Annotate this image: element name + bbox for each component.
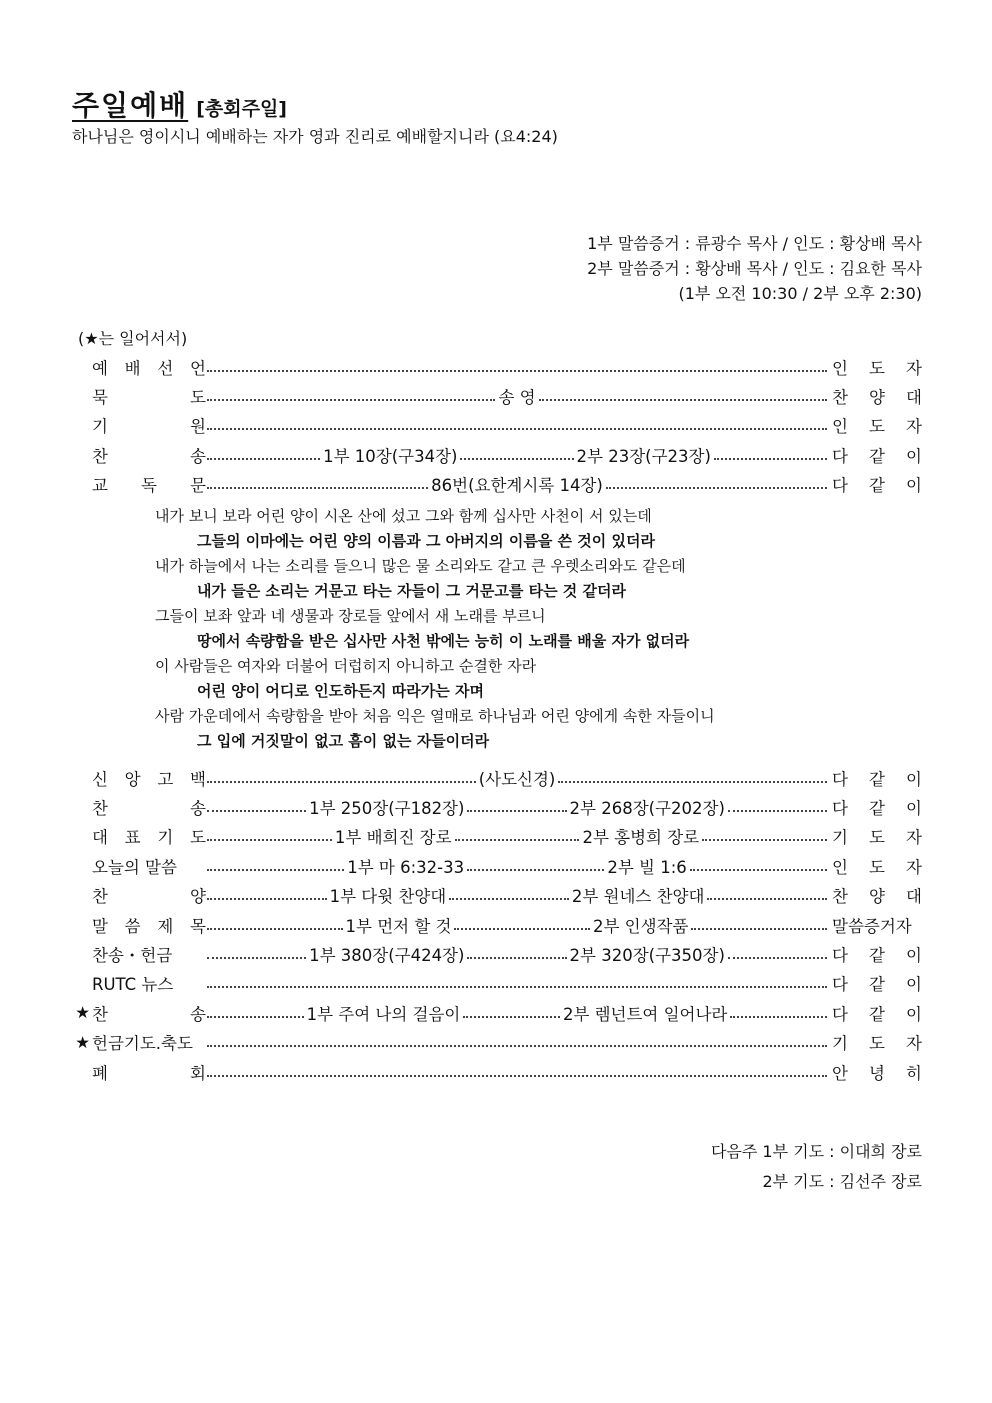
leader-char: 자: [906, 1034, 922, 1054]
order-item-content: [206, 824, 828, 848]
service-times: (1부 오전 10:30 / 2부 오후 2:30): [678, 284, 922, 303]
leader-char: 녕: [869, 1063, 885, 1083]
order-item: [72, 381, 922, 410]
dot-leader: [691, 928, 827, 930]
leader-char: 같: [869, 1004, 885, 1024]
leader-char: 자: [906, 828, 922, 848]
order-item-detail: 1부 10장(구34장): [323, 446, 458, 466]
responsive-reading: [155, 504, 875, 754]
order-item-detail: 송 영: [498, 388, 536, 408]
order-item-detail: 86번(요한계시록 14장): [431, 476, 603, 496]
label-char: 독: [141, 476, 157, 496]
order-item-detail: 1부 주여 나의 걸음이: [306, 1004, 461, 1024]
label-char: 헌금기도.축도: [92, 1034, 193, 1054]
dot-leader: [207, 928, 343, 930]
leader-char: 이: [906, 946, 922, 966]
dot-leader: [207, 1016, 304, 1018]
label-char: 선: [157, 358, 174, 378]
order-item-content: [206, 384, 828, 408]
order-item-leader: [828, 854, 922, 878]
order-item-leader: [828, 355, 922, 379]
order-item-content: [206, 795, 828, 819]
order-item-leader: [828, 971, 922, 995]
reading-leader-line: 내가 보니 보라 어린 양이 시온 산에 섰고 그와 함께 십사만 사천이 서 있는데: [155, 507, 652, 525]
order-item: [72, 910, 922, 939]
order-item-label: [90, 472, 206, 496]
dot-leader: [539, 399, 827, 401]
leader-char: 이: [906, 799, 922, 819]
dot-leader: [690, 869, 827, 871]
label-char: 오늘의 말씀: [92, 857, 177, 877]
dot-leader: [714, 458, 827, 460]
dot-leader: [606, 487, 827, 489]
order-item-detail: 2부 원네스 찬양대: [571, 887, 705, 907]
label-char: 백: [190, 769, 206, 789]
dot-leader: [207, 986, 827, 988]
order-item-content: [206, 1001, 828, 1025]
label-char: 송: [190, 1004, 206, 1024]
dot-leader: [207, 781, 476, 783]
order-item-content: [206, 913, 828, 937]
dot-leader: [460, 458, 573, 460]
standing-star: ★: [75, 1032, 90, 1052]
label-char: 목: [190, 916, 206, 936]
order-item-label: [90, 913, 206, 937]
dot-leader: [207, 487, 428, 489]
preacher-line-1: 1부 말씀증거 : 류광수 목사 / 인도 : 황상배 목사: [587, 234, 922, 253]
dot-leader: [207, 1075, 827, 1077]
dot-leader: [728, 810, 827, 812]
order-item-label: [90, 355, 206, 379]
label-char: 예: [92, 358, 108, 378]
leader-char: 양: [869, 388, 885, 408]
label-char: 양: [190, 887, 206, 907]
next-week-prayer: [711, 1137, 922, 1197]
order-item: [72, 763, 922, 792]
order-item-content: [206, 472, 828, 496]
order-item-leader: [828, 913, 922, 937]
order-item-label: [90, 795, 206, 819]
leader-char: 인: [832, 857, 848, 877]
order-item-content: [206, 854, 828, 878]
order-of-service-bottom: [72, 763, 922, 1086]
reading-response-line: 내가 들은 소리는 거문고 타는 자들이 그 거문고를 타는 것 같더라: [197, 582, 626, 600]
order-item-content: [206, 942, 828, 966]
order-item: [72, 411, 922, 440]
next-week-line-2: 2부 기도 : 김선주 장로: [762, 1172, 922, 1191]
label-char: 제: [157, 916, 174, 936]
leader-char: 다: [832, 799, 848, 819]
leader-char: 다: [832, 946, 848, 966]
dot-leader: [455, 839, 580, 841]
leader-char: 찬: [832, 388, 848, 408]
leader-char: 히: [906, 1063, 922, 1083]
order-item: [72, 881, 922, 910]
reading-response-line: 그 입에 거짓말이 없고 흠이 없는 자들이더라: [197, 732, 490, 750]
leader-char: 기: [832, 828, 848, 848]
order-item-content: [206, 1037, 828, 1047]
order-item-leader: [828, 795, 922, 819]
label-char: 기: [92, 417, 108, 437]
order-item-detail: 1부 먼저 할 것: [345, 916, 452, 936]
order-item: [72, 939, 922, 968]
leader-char: 인: [832, 417, 848, 437]
leader-char: 같: [869, 476, 885, 496]
label-char: 신: [92, 769, 108, 789]
order-item-leader: [828, 413, 922, 437]
scripture-verse: 하나님은 영이시니 예배하는 자가 영과 진리로 예배할지니라 (요4:24): [72, 127, 558, 146]
label-char: 송: [190, 799, 206, 819]
dot-leader: [728, 957, 827, 959]
label-char: 고: [157, 769, 174, 789]
leader-char: 같: [869, 446, 885, 466]
label-char: 교: [92, 476, 108, 496]
order-item-detail: 1부 마 6:32-33: [347, 857, 465, 877]
leader-char: 양: [869, 887, 885, 907]
order-item-leader: [828, 443, 922, 467]
order-item-detail: 1부 배희진 장로: [334, 828, 452, 848]
order-item-leader: [828, 883, 922, 907]
title-block: [72, 84, 287, 124]
leader-char: 인: [832, 358, 848, 378]
order-item-leader: [828, 472, 922, 496]
order-item-content: [206, 1067, 828, 1077]
standing-star: ★: [75, 1003, 90, 1023]
order-item: [72, 440, 922, 469]
order-item-label: [90, 443, 206, 467]
page-title: 주일예배: [72, 89, 189, 122]
order-item-content: [206, 978, 828, 988]
order-item-detail: 1부 380장(구424장): [309, 946, 465, 966]
dot-leader: [207, 1045, 827, 1047]
label-char: 언: [190, 358, 206, 378]
label-char: RUTC 뉴스: [92, 975, 174, 995]
leader-char: 이: [906, 446, 922, 466]
leader-char: 대: [906, 388, 922, 408]
leader-char: 같: [869, 975, 885, 995]
order-item-leader: [828, 1001, 922, 1025]
reading-leader-line: 이 사람들은 여자와 더불어 더럽히지 아니하고 순결한 자라: [155, 657, 537, 675]
leader-char: 같: [869, 946, 885, 966]
label-char: 문: [190, 476, 206, 496]
order-item-content: [206, 443, 828, 467]
dot-leader: [730, 1016, 827, 1018]
order-item-leader: [828, 1060, 922, 1084]
dot-leader: [702, 839, 827, 841]
label-char: 말: [92, 916, 108, 936]
order-item-content: [206, 420, 828, 430]
leader-char: 대: [906, 887, 922, 907]
order-item-detail: 2부 인생작품: [593, 916, 689, 936]
order-item-detail: 2부 빌 1:6: [607, 857, 687, 877]
order-item-detail: 2부 268장(구202장): [569, 799, 725, 819]
order-item-detail: 2부 홍병희 장로: [582, 828, 700, 848]
dot-leader: [467, 869, 604, 871]
dot-leader: [207, 428, 827, 430]
order-item-detail: (사도신경): [478, 769, 556, 789]
standing-note: (★는 일어서서): [78, 329, 188, 348]
order-item: [72, 998, 922, 1027]
dot-leader: [207, 370, 827, 372]
leader-char: 찬: [832, 887, 848, 907]
reading-response-line: 땅에서 속량함을 받은 십사만 사천 밖에는 능히 이 노래를 배울 자가 없더라: [197, 632, 690, 650]
order-item-label: [90, 1001, 206, 1025]
reading-leader-line: 그들이 보좌 앞과 네 생물과 장로들 앞에서 새 노래를 부르니: [155, 607, 546, 625]
leader-char: 자: [906, 358, 922, 378]
leader-char: 도: [869, 857, 885, 877]
order-item-detail: 2부 23장(구23장): [576, 446, 711, 466]
leader-char: 이: [906, 769, 922, 789]
order-of-service-top: [72, 352, 922, 499]
leader-char: 다: [832, 1004, 848, 1024]
label-char: 도: [190, 388, 206, 408]
order-item: [72, 851, 922, 880]
order-item-label: [90, 384, 206, 408]
dot-leader: [207, 839, 332, 841]
dot-leader: [463, 1016, 560, 1018]
order-item-label: [90, 883, 206, 907]
dot-leader: [467, 957, 566, 959]
label-char: 찬: [92, 799, 108, 819]
order-item: [72, 352, 922, 381]
dot-leader: [207, 458, 320, 460]
order-item-label: [90, 971, 206, 995]
order-item-label: [90, 766, 206, 790]
order-item-label: [90, 854, 206, 878]
order-item-content: [206, 362, 828, 372]
dot-leader: [449, 898, 569, 900]
preacher-line-2: 2부 말씀증거 : 황상배 목사 / 인도 : 김요한 목사: [587, 259, 922, 278]
dot-leader: [207, 957, 306, 959]
label-char: 회: [190, 1063, 206, 1083]
dot-leader: [207, 810, 306, 812]
leader-char: 이: [906, 476, 922, 496]
order-item-content: [206, 883, 828, 907]
leader-char: 자: [906, 857, 922, 877]
order-item-leader: [828, 1030, 922, 1054]
order-item-leader: [828, 942, 922, 966]
reading-leader-line: 사람 가운데에서 속량함을 받아 처음 익은 열매로 하나님과 어린 양에게 속한 자들이니: [155, 707, 715, 725]
order-item-detail: 1부 다윗 찬양대: [329, 887, 447, 907]
reading-response-line: 그들의 이마에는 어린 양의 이름과 그 아버지의 이름을 쓴 것이 있더라: [197, 532, 655, 550]
order-item: [72, 1057, 922, 1086]
label-char: 찬송・헌금: [92, 946, 173, 966]
dot-leader: [558, 781, 827, 783]
order-item-detail: 2부 렘넌트여 일어나라: [562, 1004, 728, 1024]
title-tag: [총회주일]: [196, 98, 287, 120]
label-char: 대: [92, 828, 108, 848]
label-char: 씀: [124, 916, 141, 936]
reading-response-line: 어린 양이 어디로 인도하든지 따라가는 자며: [197, 682, 484, 700]
leader-char: 기: [832, 1034, 848, 1054]
order-item-label: [90, 942, 206, 966]
dot-leader: [454, 928, 590, 930]
leader-char: 도: [869, 417, 885, 437]
leader-char: 다: [832, 476, 848, 496]
label-char: 송: [190, 446, 206, 466]
order-item: [72, 822, 922, 851]
dot-leader: [207, 898, 327, 900]
order-item-content: [206, 766, 828, 790]
order-item: [72, 792, 922, 821]
preacher-info: [587, 231, 922, 306]
order-item-leader: [828, 824, 922, 848]
label-char: 배: [124, 358, 141, 378]
order-item: [72, 969, 922, 998]
label-char: 찬: [92, 446, 108, 466]
order-item-leader: [828, 766, 922, 790]
label-char: 도: [190, 828, 206, 848]
label-char: 앙: [124, 769, 141, 789]
order-item-label: [90, 1060, 206, 1084]
order-item-label: [90, 824, 206, 848]
order-item: [72, 470, 922, 499]
dot-leader: [467, 810, 566, 812]
leader-char: 다: [832, 446, 848, 466]
leader-char: 이: [906, 975, 922, 995]
leader-char: 도: [869, 1034, 885, 1054]
leader-char: 같: [869, 769, 885, 789]
leader-char: 다: [832, 975, 848, 995]
order-item-label: [90, 1030, 206, 1054]
leader-char: 다: [832, 769, 848, 789]
leader-char: 같: [869, 799, 885, 819]
leader-char: 도: [869, 358, 885, 378]
label-char: 폐: [92, 1063, 108, 1083]
dot-leader: [207, 869, 344, 871]
leader-char: 안: [832, 1063, 848, 1083]
dot-leader: [207, 399, 495, 401]
label-char: 묵: [92, 388, 108, 408]
order-item-label: [90, 413, 206, 437]
leader-char: 자: [906, 417, 922, 437]
dot-leader: [707, 898, 827, 900]
leader-char: 이: [906, 1004, 922, 1024]
label-char: 표: [124, 828, 141, 848]
label-char: 찬: [92, 887, 108, 907]
label-char: 찬: [92, 1004, 108, 1024]
reading-leader-line: 내가 하늘에서 나는 소리를 들으니 많은 물 소리와도 같고 큰 우렛소리와도 같은데: [155, 557, 686, 575]
order-item: [72, 1028, 922, 1057]
order-item-detail: 1부 250장(구182장): [309, 799, 465, 819]
label-char: 기: [157, 828, 174, 848]
order-item-detail: 2부 320장(구350장): [569, 946, 725, 966]
leader-char: 도: [869, 828, 885, 848]
label-char: 원: [190, 417, 206, 437]
leader-char: 말씀증거자: [832, 916, 912, 936]
order-item-leader: [828, 384, 922, 408]
next-week-line-1: 다음주 1부 기도 : 이대희 장로: [710, 1142, 922, 1161]
